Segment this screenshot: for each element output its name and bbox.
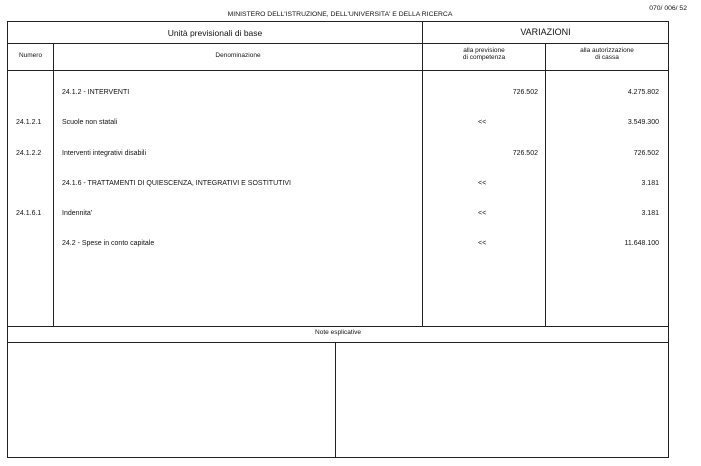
row-numero: 24.1.2.1: [16, 119, 42, 126]
row-cassa: 11.648.100: [624, 240, 659, 247]
row-denominazione: 24.1.2 - INTERVENTI: [62, 89, 130, 96]
row-competenza: <<: [478, 180, 487, 187]
notes-split-divider: [335, 342, 336, 458]
table-right-border: [668, 21, 669, 458]
cassa-header-line2: di cassa: [595, 54, 619, 62]
row-denominazione: Interventi integrativi disabili: [62, 150, 147, 157]
competenza-header-line2: di competenza: [462, 54, 506, 62]
variazioni-header: VARIAZIONI: [520, 27, 571, 37]
row-competenza: <<: [478, 210, 487, 217]
notes-top-border: [7, 326, 669, 327]
row-denominazione: Scuole non statali: [62, 119, 118, 126]
row-cassa: 3.181: [641, 210, 659, 217]
denominazione-header: Denominazione: [215, 52, 261, 59]
cassa-header-line1: alla autorizzazione: [580, 47, 634, 54]
ministry-title: MINISTERO DELL'ISTRUZIONE, DELL'UNIVERSITA' E DELLA RICERCA: [227, 11, 453, 18]
competenza-header: [423, 47, 545, 62]
row-competenza: <<: [478, 240, 487, 247]
numero-header: Numero: [18, 52, 43, 59]
table-bottom-border: [7, 457, 669, 458]
row-competenza: 726.502: [512, 150, 538, 157]
row-numero: 24.1.6.1: [16, 210, 42, 217]
header-divider-1: [7, 43, 669, 44]
header-divider-2: [7, 70, 669, 71]
upb-header: Unità previsionali di base: [167, 28, 263, 38]
row-denominazione: 24.1.6 - TRATTAMENTI DI QUIESCENZA, INTEGRATIVI E SOSTITUTIVI: [62, 180, 291, 187]
row-denominazione: 24.2 - Spese in conto capitale: [62, 240, 155, 247]
notes-title-divider: [7, 342, 669, 343]
row-competenza: <<: [478, 119, 487, 126]
row-denominazione: Indennita': [62, 210, 93, 217]
row-competenza: 726.502: [512, 89, 538, 96]
notes-title: Note esplicative: [315, 329, 361, 336]
table-top-border: [7, 21, 669, 22]
document-reference: 070/ 006/ 52: [649, 5, 687, 12]
row-cassa: 4.275.802: [627, 89, 659, 96]
row-numero: 24.1.2.2: [16, 150, 42, 157]
col-divider-numero: [53, 43, 54, 326]
row-cassa: 3.549.300: [627, 119, 659, 126]
row-cassa: 3.181: [641, 180, 659, 187]
col-divider-variazioni: [545, 43, 546, 326]
row-cassa: 726.502: [633, 150, 659, 157]
competenza-header-line1: alla previsione: [463, 47, 505, 54]
table-left-border: [7, 21, 8, 458]
cassa-header: [546, 47, 668, 62]
col-divider-upb: [422, 21, 423, 326]
